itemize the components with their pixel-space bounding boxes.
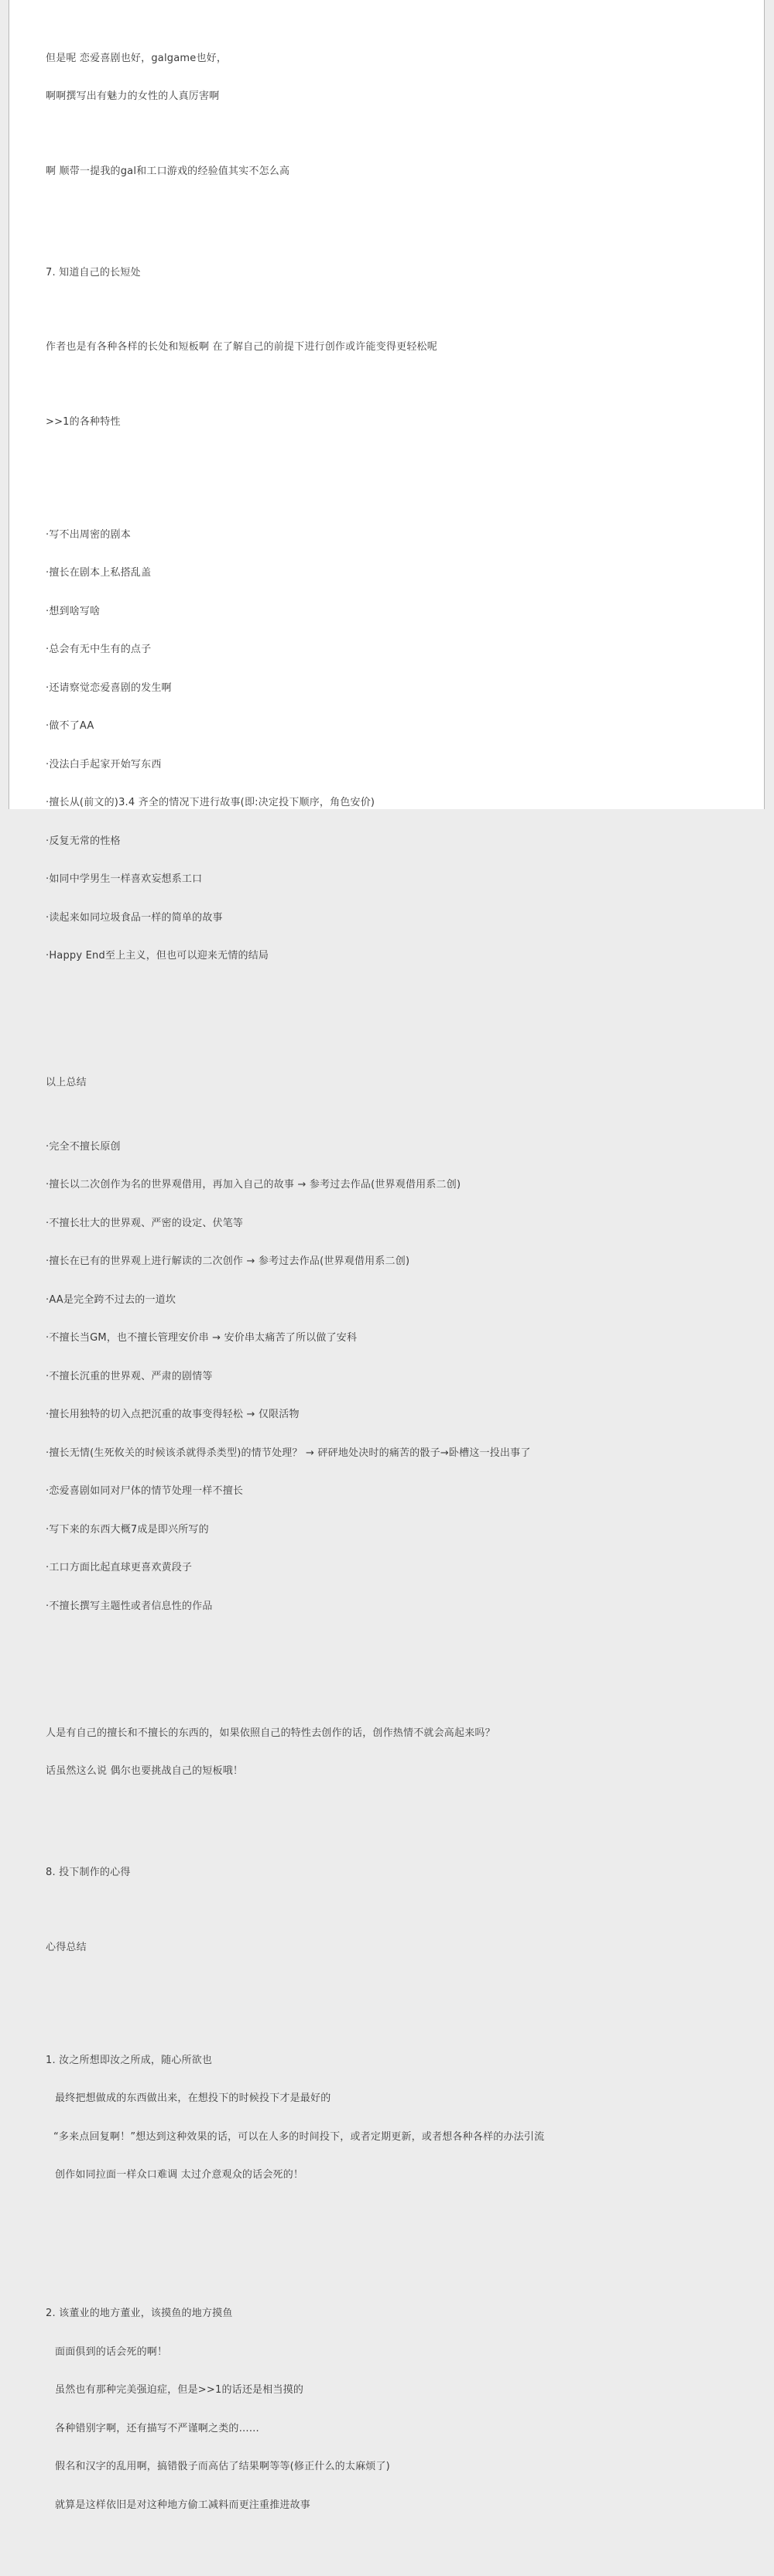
tip-line: 虽然也有那种完美强迫症，但是>>1的话还是相当摸的 <box>55 2384 304 2396</box>
list-item: ·Happy End至上主义，但也可以迎来无情的结局 <box>46 950 269 962</box>
tip-line: 假名和汉字的乱用啊，搞错骰子而高估了结果啊等等(修正什么的太麻烦了) <box>55 2461 390 2472</box>
list-item: ·擅长用独特的切入点把沉重的故事变得轻松 → 仅限活物 <box>46 1409 300 1420</box>
section7-paragraph: 作者也是有各种各样的长处和短板啊 在了解自己的前提下进行创作或许能变得更轻松呢 <box>46 341 437 353</box>
list-item: ·AA是完全跨不过去的一道坎 <box>46 1293 176 1306</box>
tip-line: 面面俱到的话会死的啊！ <box>55 2345 168 2358</box>
tip-line: 各种错别字啊，还有描写不严谨啊之类的…… <box>55 2422 260 2434</box>
tip-line: 最终把想做成的东西做出来，在想投下的时候投下才是最好的 <box>55 2093 331 2104</box>
list-item: ·擅长以二次创作为名的世界观借用，再加入自己的故事 → 参考过去作品(世界观借用系二创) <box>46 1179 461 1191</box>
tip-heading: 2. 该董业的地方董业，该摸鱼的地方摸鱼 <box>46 2308 233 2319</box>
list-item: ·擅长从(前文的)3.4 齐全的情况下进行故事(即:决定投下顺序，角色安价) <box>46 797 375 808</box>
section7-subtitle: >>1的各种特性 <box>46 415 121 428</box>
tip-line: “多来点回复啊！”想达到这种效果的话，可以在人多的时间投下，或者定期更新，或者想各种各样的办法引流 <box>53 2130 545 2143</box>
closing-line: 人是有自己的擅长和不擅长的东西的，如果依照自己的特性去创作的话，创作热情不就会高起来吗？ <box>46 1727 495 1739</box>
page-panel <box>9 0 765 2511</box>
list-item: ·擅长无情(生死攸关的时候该杀就得杀类型)的情节处理？ → 砰砰地处决时的痛苦的骰子→卧槽这一投出事了 <box>46 1447 531 1459</box>
intro-line: 但是呢 恋爱喜剧也好，galgame也好， <box>46 52 228 64</box>
tip-line: 就算是这样依旧是对这种地方偷工减料而更注重推进故事 <box>55 2499 311 2511</box>
section7-title: 7. 知道自己的长短处 <box>46 266 141 278</box>
summary-title: 以上总结 <box>46 1077 87 1088</box>
tip-item-1 <box>46 2029 750 2208</box>
list-item: ·擅长在已有的世界观上进行解读的二次创作 → 参考过去作品(世界观借用系二创) <box>46 1256 410 1267</box>
list-item: ·工口方面比起直球更喜欢黄段子 <box>46 1562 193 1573</box>
tip-line: 创作如同拉面一样众口难调 太过介意观众的话会死的！ <box>55 2169 304 2181</box>
list-item: ·总会有无中生有的点子 <box>46 644 152 655</box>
list-item: ·还请察觉恋爱喜剧的发生啊 <box>46 682 172 694</box>
list-item: ·写不出周密的剧本 <box>46 528 131 541</box>
list-item: ·不擅长沉重的世界观、严肃的剧情等 <box>46 1370 213 1382</box>
list-item: ·不擅长当GM，也不擅长管理安价串 → 安价串太痛苦了所以做了安科 <box>46 1332 358 1344</box>
article-body <box>46 14 750 2576</box>
tip-item-2 <box>46 2282 750 2537</box>
list-item: ·不擅长壮大的世界观、严密的设定、伏笔等 <box>46 1217 244 1229</box>
list-item: ·没法白手起家开始写东西 <box>46 758 162 770</box>
traits-list <box>46 504 750 989</box>
list-item: ·读起来如同垃圾食品一样的简单的故事 <box>46 911 223 924</box>
list-item: ·如同中学男生一样喜欢妄想系工口 <box>46 873 203 885</box>
tip-heading: 1. 汝之所想即汝之所成，随心所欲也 <box>46 2054 213 2066</box>
list-item: ·想到啥写啥 <box>46 605 101 617</box>
list-item: ·恋爱喜剧如同对尸体的情节处理一样不擅长 <box>46 1485 244 1497</box>
list-item: ·反复无常的性格 <box>46 835 121 847</box>
section8-title: 8. 投下制作的心得 <box>46 1867 131 1878</box>
list-item: ·写下来的东西大概7成是即兴所写的 <box>46 1523 209 1536</box>
list-item: ·擅长在剧本上私搭乱盖 <box>46 567 152 579</box>
section8-subtitle: 心得总结 <box>46 1941 87 1953</box>
intro-note: 啊 顺带一提我的gal和工口游戏的经验值其实不怎么高 <box>46 165 290 177</box>
closing-line: 话虽然这么说 偶尔也要挑战自己的短板哦！ <box>46 1765 244 1777</box>
list-item: ·做不了AA <box>46 720 94 732</box>
summary-list <box>46 1115 750 1639</box>
list-item: ·不擅长撰写主题性或者信息性的作品 <box>46 1600 213 1612</box>
intro-line: 啊啊撰写出有魅力的女性的人真厉害啊 <box>46 91 220 102</box>
list-item: ·完全不擅长原创 <box>46 1140 121 1153</box>
